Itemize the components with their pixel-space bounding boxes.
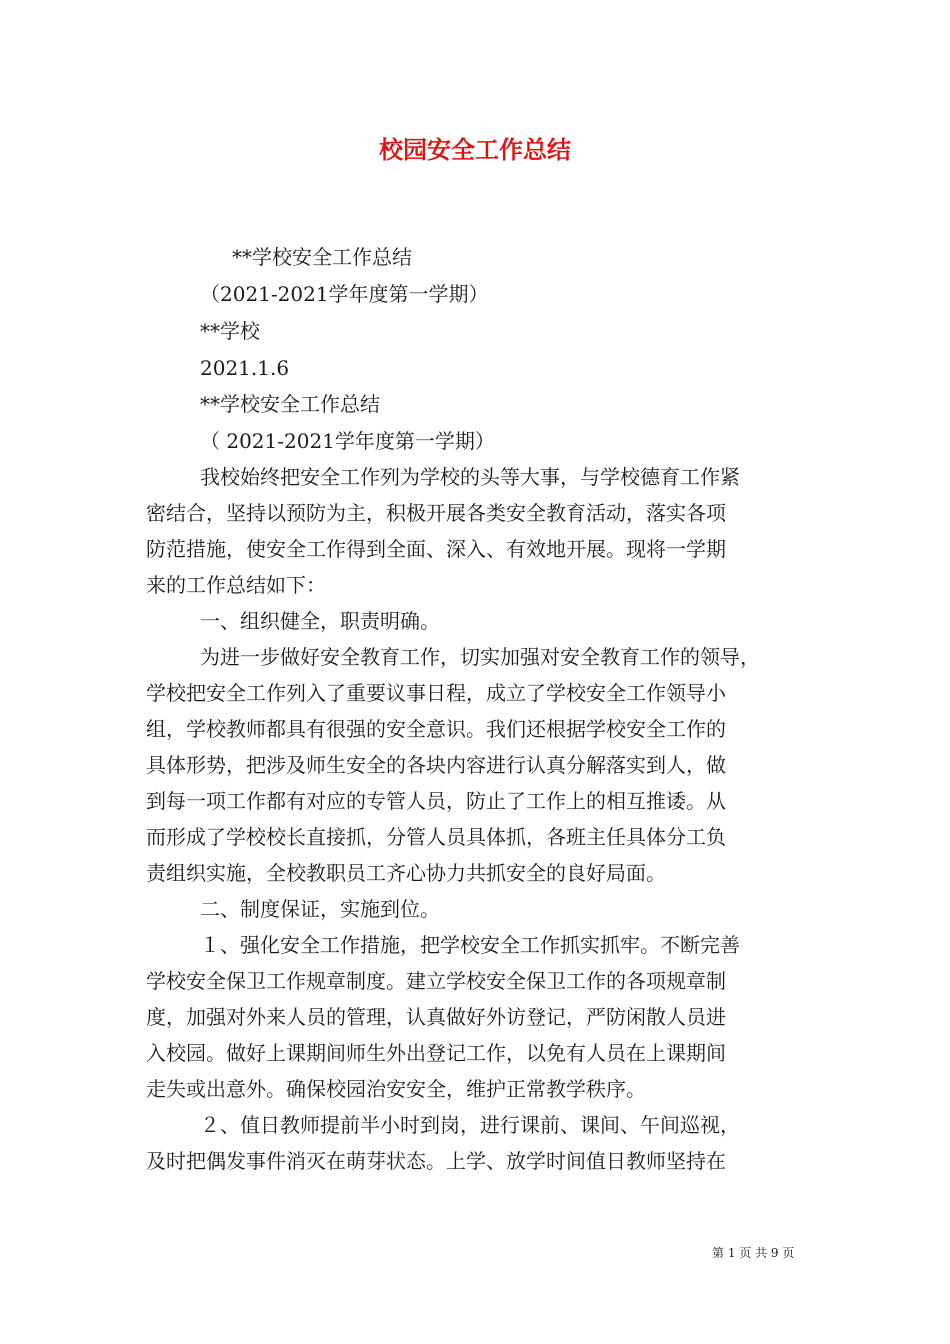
- text-line: 我校始终把安全工作列为学校的头等大事，与学校德育工作紧: [200, 465, 740, 489]
- text-line: **学校安全工作总结: [232, 245, 412, 269]
- text-line: 来的工作总结如下：: [146, 573, 326, 597]
- text-line: 而形成了学校校长直接抓，分管人员具体抓，各班主任具体分工负: [146, 825, 726, 849]
- page-title: 校园安全工作总结: [379, 135, 571, 164]
- text-line: 及时把偶发事件消灭在萌芽状态。上学、放学时间值日教师坚持在: [146, 1149, 726, 1173]
- text-line: （2021-2021学年度第一学期）: [200, 282, 489, 306]
- text-line: 度，加强对外来人员的管理，认真做好外访登记，严防闲散人员进: [146, 1005, 726, 1029]
- text-line: 组，学校教师都具有很强的安全意识。我们还根据学校安全工作的: [146, 717, 726, 741]
- text-line: 一、组织健全，职责明确。: [200, 609, 440, 633]
- text-line: 入校园。做好上课期间师生外出登记工作，以免有人员在上课期间: [146, 1041, 726, 1065]
- text-line: 学校把安全工作列入了重要议事日程，成立了学校安全工作领导小: [146, 681, 726, 705]
- text-line: 为进一步做好安全教育工作，切实加强对安全教育工作的领导，: [200, 645, 760, 669]
- text-line: 二、制度保证，实施到位。: [200, 897, 440, 921]
- text-line: 2021.1.6: [200, 356, 290, 380]
- text-line: ２、值日教师提前半小时到岗，进行课前、课间、午间巡视，: [200, 1113, 740, 1137]
- text-line: 密结合，坚持以预防为主，积极开展各类安全教育活动，落实各项: [146, 501, 726, 525]
- text-line: １、强化安全工作措施，把学校安全工作抓实抓牢。不断完善: [200, 933, 740, 957]
- text-line: **学校: [200, 319, 260, 343]
- text-line: 防范措施，使安全工作得到全面、深入、有效地开展。现将一学期: [146, 537, 726, 561]
- text-line: 责组织实施，全校教职员工齐心协力共抓安全的良好局面。: [146, 861, 666, 885]
- text-line: **学校安全工作总结: [200, 392, 380, 416]
- text-line: 走失或出意外。确保校园治安安全，维护正常教学秩序。: [146, 1077, 646, 1101]
- text-line: 具体形势，把涉及师生安全的各块内容进行认真分解落实到人，做: [146, 753, 726, 777]
- text-line: （ 2021-2021学年度第一学期）: [200, 429, 495, 453]
- text-line: 到每一项工作都有对应的专管人员，防止了工作上的相互推诿。从: [146, 789, 726, 813]
- text-line: 学校安全保卫工作规章制度。建立学校安全保卫工作的各项规章制: [146, 969, 726, 993]
- page-number: 第 1 页 共 9 页: [712, 1246, 795, 1260]
